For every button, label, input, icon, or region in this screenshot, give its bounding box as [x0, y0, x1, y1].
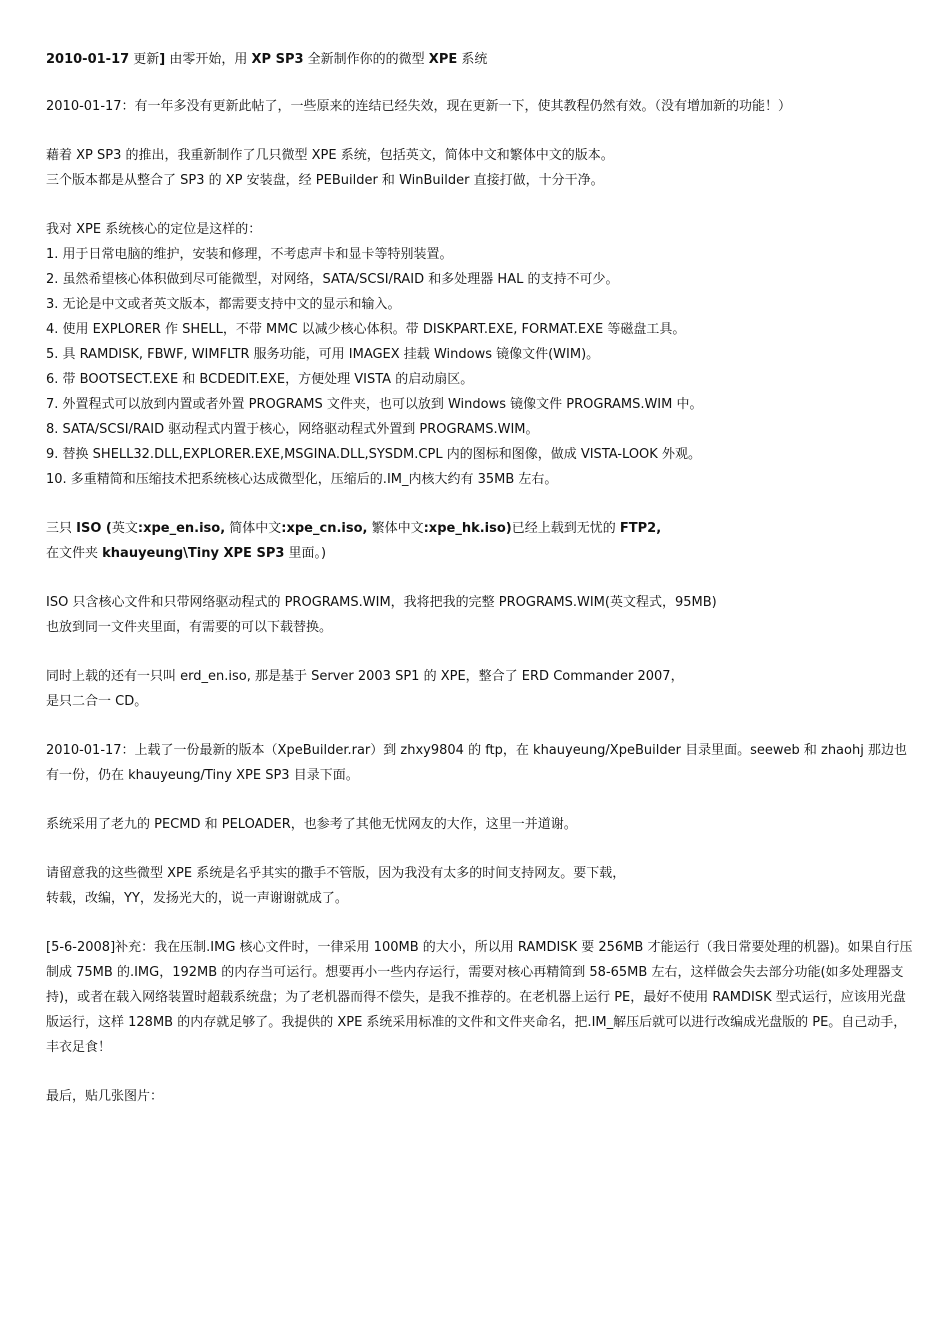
list-item: 9. 替换 SHELL32.DLL,EXPLORER.EXE,MSGINA.DLL,SYSDM.CPL 内的图标和图像，做成 VISTA-LOOK 外观。: [46, 447, 701, 462]
iso-ftp: FTP2,: [619, 521, 662, 536]
list-item: 5. 具 RAMDISK, FBWF, WIMFLTR 服务功能，可用 IMAGEX 挂载 Windows 镜像文件(WIM)。: [46, 347, 600, 362]
supplement-paragraph: [5-6-2008]补充：我在压制.IMG 核心文件时，一律采用 100MB 的大小，所以用 RAMDISK 要 256MB 才能运行（我日常要处理的机器)。如果自行压制成 75MB 的.IMG，192MB 的内存当可运行。想要再小一些内存运行，需要对核心再精简到 58-65MB 左右，这样做会失去部分功能(如多处理器支持)，或者在载入网络装置时超载系统盘；为了老机器而得不偿失，是我不推荐的。在老机器上运行 PE，最好不使用 RAMDISK 型式运行，应该用光盘版运行，这样 128MB 的内存就足够了。我提供的 XPE 系统采用标准的文件和文件夹命名，把.IM_解压后就可以进行改编成光盘版的 PE。自己动手，丰衣足食！: [46, 940, 913, 1055]
iso-cn-file: :xpe_cn.iso,: [281, 521, 368, 536]
title-bracket: ]: [159, 52, 166, 67]
iso-text: 在文件夹: [46, 546, 103, 561]
iso-en-label: 英文: [111, 521, 138, 536]
update-note: 2010-01-17：有一年多没有更新此帖了，一些原来的连结已经失效，现在更新一下，使其教程仍然有效。（没有增加新的功能！）: [46, 99, 792, 114]
list-item: 3. 无论是中文或者英文版本，都需要支持中文的显示和输入。: [46, 297, 401, 312]
xpebuilder-note: 2010-01-17：上载了一份最新的版本（XpeBuilder.rar）到 zhxy9804 的 ftp，在 khauyeung/XpeBuilder 目录里面。seeweb 和 zhaohj 那边也有一份，仍在 khauyeung/Tiny XPE SP3 目录下面。: [46, 743, 907, 783]
positioning-heading: 我对 XPE 系统核心的定位是这样的：: [46, 222, 262, 237]
notice-paragraph: [46, 861, 916, 911]
title-xpe: XPE: [428, 52, 458, 67]
document-page: [46, 47, 916, 1109]
paragraph-line: 也放到同一文件夹里面，有需要的可以下载替换。: [46, 620, 333, 635]
iso-line-1: [46, 516, 916, 541]
intro-line: 三个版本都是从整合了 SP3 的 XP 安装盘，经 PEBuilder 和 WinBuilder 直接打做，十分干净。: [46, 173, 604, 188]
iso-text: 里面。): [284, 546, 327, 561]
title-text-2: 由零开始，用: [165, 52, 252, 67]
intro-line: 藉着 XP SP3 的推出，我重新制作了几只微型 XPE 系统，包括英文，简体中文和繁体中文的版本。: [46, 148, 614, 163]
iso-folder: khauyeung\Tiny XPE SP3: [102, 546, 285, 561]
positioning-section: [46, 217, 916, 492]
closing-line: 最后，贴几张图片：: [46, 1089, 164, 1104]
list-item: 7. 外置程式可以放到内置或者外置 PROGRAMS 文件夹，也可以放到 Windows 镜像文件 PROGRAMS.WIM 中。: [46, 397, 703, 412]
erd-paragraph: [46, 664, 916, 714]
iso-text: 已经上载到无忧的: [511, 521, 620, 536]
programs-wim-paragraph: [46, 590, 916, 640]
paragraph-line: ISO 只含核心文件和只带网络驱动程式的 PROGRAMS.WIM，我将把我的完整 PROGRAMS.WIM(英文程式，95MB): [46, 595, 717, 610]
iso-text: 三只: [46, 521, 77, 536]
paragraph-line: 是只二合一 CD。: [46, 694, 148, 709]
title-date: 2010-01-17: [46, 52, 130, 67]
list-item: 4. 使用 EXPLORER 作 SHELL，不带 MMC 以减少核心体积。带 DISKPART.EXE, FORMAT.EXE 等磁盘工具。: [46, 322, 686, 337]
thanks-paragraph: 系统采用了老九的 PECMD 和 PELOADER，也参考了其他无忧网友的大作，这里一并道谢。: [46, 817, 577, 832]
list-item: 2. 虽然希望核心体积做到尽可能微型，对网络，SATA/SCSI/RAID 和多处理器 HAL 的支持不可少。: [46, 272, 619, 287]
list-item: 6. 带 BOOTSECT.EXE 和 BCDEDIT.EXE，方便处理 VISTA 的启动扇区。: [46, 372, 474, 387]
title-text-1: 更新: [129, 52, 160, 67]
iso-label: ISO (: [76, 521, 112, 536]
iso-en-file: :xpe_en.iso,: [137, 521, 226, 536]
title-xpsp3: XP SP3: [251, 52, 304, 67]
iso-hk-label: 繁体中文: [367, 521, 424, 536]
post-title: [46, 47, 916, 72]
paragraph-line: 请留意我的这些微型 XPE 系统是名乎其实的撒手不管版，因为我没有太多的时间支持网友。要下载，: [46, 866, 626, 881]
list-item: 1. 用于日常电脑的维护，安装和修理，不考虑声卡和显卡等特别装置。: [46, 247, 453, 262]
title-text-3: 全新制作你的的微型: [303, 52, 429, 67]
iso-paragraph: [46, 516, 916, 566]
intro-paragraph: [46, 143, 916, 193]
paragraph-line: 同时上载的还有一只叫 erd_en.iso, 那是基于 Server 2003 SP1 的 XPE，整合了 ERD Commander 2007，: [46, 669, 684, 684]
list-item: 8. SATA/SCSI/RAID 驱动程式内置于核心，网络驱动程式外置到 PROGRAMS.WIM。: [46, 422, 539, 437]
paragraph-line: 转载，改编，YY，发扬光大的，说一声谢谢就成了。: [46, 891, 348, 906]
title-text-4: 系统: [457, 52, 488, 67]
list-item: 10. 多重精简和压缩技术把系统核心达成微型化，压缩后的.IM_内核大约有 35MB 左右。: [46, 472, 558, 487]
iso-cn-label: 简体中文: [225, 521, 282, 536]
iso-hk-file: :xpe_hk.iso): [423, 521, 512, 536]
iso-line-2: [46, 541, 916, 566]
